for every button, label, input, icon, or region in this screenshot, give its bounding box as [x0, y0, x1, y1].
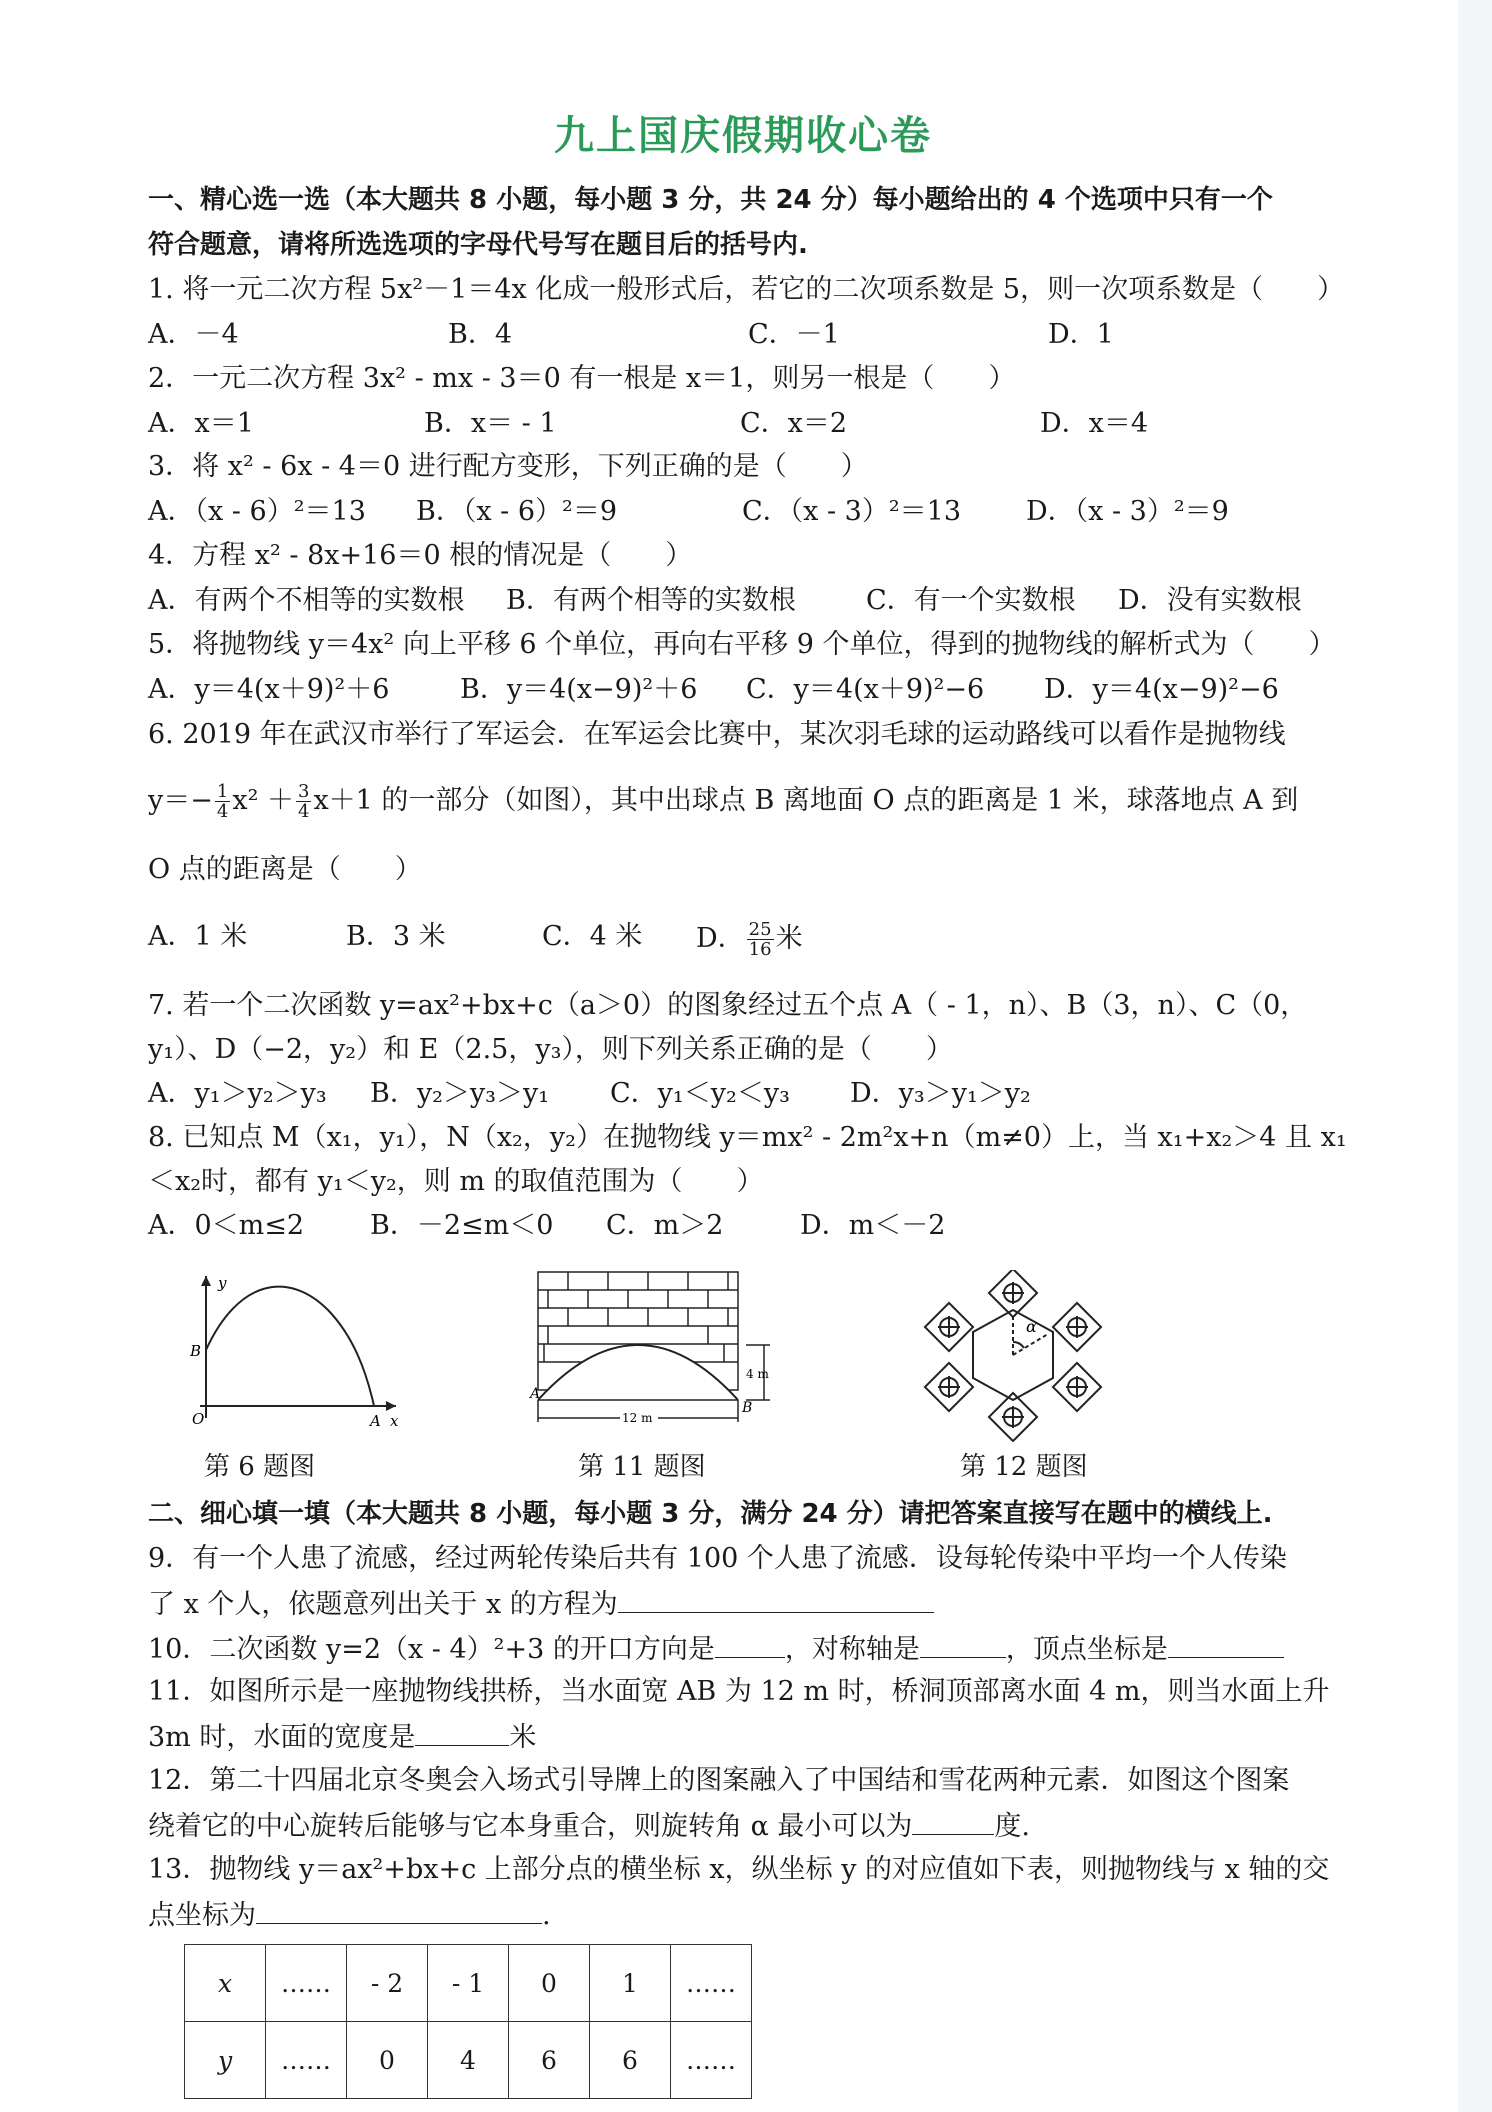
q10-line	[148, 1631, 1284, 1667]
q8-option-b: B．－2≤m＜0	[370, 1210, 554, 1241]
fig6-caption: 第 6 题图	[204, 1452, 316, 1482]
q6-option-d-num: 25	[748, 919, 772, 940]
q3-option-d: D．（x - 3）²＝9	[1026, 496, 1229, 527]
q6-option-b: B．3 米	[346, 921, 446, 952]
q12-unit: 度.	[994, 1811, 1030, 1842]
fig11-label-a: A	[530, 1386, 541, 1402]
q1-option-a: A．－4	[148, 319, 239, 350]
q4-option-d: D．没有实数根	[1118, 585, 1302, 616]
table-cell: ……	[266, 1945, 347, 2022]
q2-option-d: D．x＝4	[1040, 408, 1149, 439]
table-row-y	[185, 2022, 752, 2099]
q12-line2	[148, 1808, 1030, 1844]
table-cell: ……	[671, 2022, 752, 2099]
q10-blank-axis[interactable]	[920, 1631, 1006, 1658]
table-cell: 1	[590, 1945, 671, 2022]
table-cell: 6	[509, 2022, 590, 2099]
q9-answer-blank[interactable]	[618, 1586, 934, 1613]
q6-fraction-2-num: 3	[297, 781, 310, 802]
q8-option-c: C．m＞2	[606, 1210, 724, 1241]
q6-options	[148, 920, 803, 959]
q6-formula-mid2: x＋1 的一部分（如图），其中出球点 B 离地面 O 点的距离是 1 米，球落地点 A 到	[313, 785, 1299, 816]
fig6-label-y: y	[218, 1274, 227, 1292]
table-cell: 0	[347, 2022, 428, 2099]
q7-options	[148, 1077, 1031, 1111]
q10-text-a: 10．二次函数 y=2（x - 4）²+3 的开口方向是	[148, 1634, 715, 1665]
q1-options	[148, 318, 1114, 352]
q3-option-b: B．（x - 6）²＝9	[416, 496, 618, 527]
q10-text-c: ，顶点坐标是	[1005, 1634, 1168, 1665]
q3-text: 3．将 x² - 6x - 4＝0 进行配方变形，下列正确的是（ ）	[148, 451, 868, 482]
table-cell: 4	[428, 2022, 509, 2099]
q6-line2	[148, 782, 1298, 821]
q4-option-b: B．有两个相等的实数根	[506, 585, 796, 616]
table-cell: ……	[671, 1945, 752, 2022]
q1-option-d: D．1	[1048, 319, 1114, 350]
figure-q6-parabola	[178, 1270, 408, 1430]
q6-option-d-label: D．	[696, 923, 745, 954]
table-row-x	[185, 1945, 752, 2022]
fig11-label-height: 4 m	[746, 1367, 769, 1381]
q5-option-b: B．y＝4(x−9)²＋6	[460, 674, 698, 705]
q11-line2	[148, 1719, 536, 1755]
fig6-label-x: x	[390, 1412, 399, 1430]
q10-blank-vertex[interactable]	[1168, 1631, 1284, 1658]
q4-text: 4．方程 x² - 8x+16＝0 根的情况是（ ）	[148, 540, 693, 571]
q4-option-a: A．有两个不相等的实数根	[148, 585, 465, 616]
table-cell: 0	[509, 1945, 590, 2022]
q4-options	[148, 584, 1302, 618]
q11-answer-blank[interactable]	[415, 1719, 509, 1746]
q6-fraction-2	[296, 782, 311, 821]
q6-fraction-1-den: 4	[216, 801, 229, 822]
figure-q11-bridge	[520, 1270, 780, 1442]
q6-option-a: A．1 米	[148, 921, 248, 952]
q3-option-c: C．（x - 3）²＝13	[742, 496, 962, 527]
q7-line1: 7. 若一个二次函数 y=ax²+bx+c（a＞0）的图象经过五个点 A（ - 1，n）、B（3，n）、C（0，	[148, 990, 1308, 1021]
q6-option-d-unit: 米	[775, 923, 803, 954]
q13-line1: 13．抛物线 y＝ax²+bx+c 上部分点的横坐标 x，纵坐标 y 的对应值如下表，则抛物线与 x 轴的交	[148, 1854, 1330, 1885]
q12-answer-blank[interactable]	[912, 1808, 994, 1835]
q2-options	[148, 407, 1148, 441]
q5-option-a: A．y＝4(x＋9)²＋6	[148, 674, 390, 705]
fig6-label-o: O	[192, 1410, 205, 1428]
q8-option-d: D．m＜－2	[800, 1210, 946, 1241]
q6-line1: 6. 2019 年在武汉市举行了军运会．在军运会比赛中，某次羽毛球的运动路线可以看作是抛物线	[148, 719, 1286, 750]
q6-option-d-den: 16	[748, 939, 772, 960]
q10-blank-direction[interactable]	[715, 1631, 785, 1658]
q2-text: 2．一元二次方程 3x² - mx - 3＝0 有一根是 x＝1，则另一根是（ ）	[148, 363, 1016, 394]
q2-option-c: C．x＝2	[740, 408, 848, 439]
table-cell: x	[185, 1945, 266, 2022]
q3-option-a: A．（x - 6）²＝13	[148, 496, 366, 527]
q4-option-c: C．有一个实数根	[866, 585, 1076, 616]
q6-fraction-1-num: 1	[216, 781, 229, 802]
q13-line2-text: 点坐标为	[148, 1900, 256, 1931]
q6-option-d	[696, 920, 803, 959]
q6-formula-pre: y＝−	[148, 785, 213, 816]
q7-option-c: C．y₁＜y₂＜y₃	[610, 1078, 790, 1109]
q8-line2: ＜x₂时，都有 y₁＜y₂，则 m 的取值范围为（ ）	[148, 1166, 764, 1197]
q13-period: .	[542, 1900, 551, 1931]
q11-unit: 米	[509, 1722, 537, 1753]
q2-option-a: A．x＝1	[148, 408, 254, 439]
q8-options	[148, 1209, 945, 1243]
fig11-label-width: 12 m	[622, 1411, 653, 1425]
q5-options	[148, 673, 1279, 707]
fig11-caption: 第 11 题图	[578, 1452, 706, 1482]
section1-heading-line2: 符合题意，请将所选选项的字母代号写在题目后的括号内.	[148, 230, 808, 260]
q6-option-d-fraction	[747, 920, 774, 959]
fig12-label-alpha: α	[1026, 1317, 1037, 1336]
q1-option-c: C．－1	[748, 319, 840, 350]
q2-option-b: B．x＝ - 1	[424, 408, 557, 439]
section1-heading-line1: 一、精心选一选（本大题共 8 小题，每小题 3 分，共 24 分）每小题给出的 4 个选项中只有一个	[148, 185, 1273, 215]
q5-option-d: D．y＝4(x−9)²−6	[1044, 674, 1279, 705]
table-cell: - 2	[347, 1945, 428, 2022]
fig12-caption: 第 12 题图	[960, 1452, 1088, 1482]
q6-line3: O 点的距离是（ ）	[148, 854, 422, 885]
q13-value-table	[184, 1944, 752, 2099]
q8-line1: 8. 已知点 M（x₁，y₁），N（x₂，y₂）在抛物线 y＝mx² - 2m²x+n（m≠0）上，当 x₁+x₂＞4 且 x₁	[148, 1122, 1347, 1153]
q3-options	[148, 495, 1229, 529]
q1-option-b: B．4	[448, 319, 513, 350]
q5-option-c: C．y＝4(x＋9)²−6	[746, 674, 985, 705]
fig11-label-b: B	[742, 1400, 753, 1416]
q9-line2-text: 了 x 个人，依题意列出关于 x 的方程为	[148, 1589, 618, 1620]
q11-line1: 11．如图所示是一座抛物线拱桥，当水面宽 AB 为 12 m 时，桥洞顶部离水面 4 m，则当水面上升	[148, 1676, 1330, 1707]
q6-option-c: C．4 米	[542, 921, 643, 952]
q5-text: 5．将抛物线 y＝4x² 向上平移 6 个单位，再向右平移 9 个单位，得到的抛物线的解析式为（ ）	[148, 629, 1336, 660]
table-cell: 6	[590, 2022, 671, 2099]
page-title: 九上国庆假期收心卷	[554, 113, 932, 159]
table-cell: y	[185, 2022, 266, 2099]
fig6-label-a: A	[370, 1412, 381, 1430]
q7-option-a: A．y₁＞y₂＞y₃	[148, 1078, 327, 1109]
table-cell: - 1	[428, 1945, 509, 2022]
figure-q12-knot-snowflake	[908, 1270, 1118, 1442]
q6-formula-mid1: x² ＋	[232, 785, 294, 816]
q11-line2-text: 3m 时，水面的宽度是	[148, 1722, 416, 1753]
q13-line2	[148, 1897, 551, 1933]
q6-fraction-2-den: 4	[297, 801, 310, 822]
q7-line2: y₁）、D（−2，y₂）和 E（2.5，y₃），则下列关系正确的是（ ）	[148, 1034, 953, 1065]
figures-row	[148, 1270, 1338, 1482]
q9-line1: 9．有一个人患了流感，经过两轮传染后共有 100 个人患了流感．设每轮传染中平均一个人传染	[148, 1543, 1287, 1574]
q8-option-a: A．0＜m≤2	[148, 1210, 305, 1241]
q9-line2	[148, 1586, 934, 1622]
page-edge	[1458, 0, 1492, 2112]
q12-line2-text: 绕着它的中心旋转后能够与它本身重合，则旋转角 α 最小可以为	[148, 1811, 913, 1842]
q13-answer-blank[interactable]	[256, 1897, 542, 1924]
fig6-label-b: B	[190, 1342, 202, 1360]
q12-line1: 12．第二十四届北京冬奥会入场式引导牌上的图案融入了中国结和雪花两种元素．如图这个图案	[148, 1765, 1290, 1796]
q1-text: 1. 将一元二次方程 5x²－1＝4x 化成一般形式后，若它的二次项系数是 5，则一次项系数是（ ）	[148, 274, 1345, 305]
q6-fraction-1	[215, 782, 230, 821]
table-cell: ……	[266, 2022, 347, 2099]
q7-option-d: D．y₃＞y₁＞y₂	[850, 1078, 1031, 1109]
q7-option-b: B．y₂＞y₃＞y₁	[370, 1078, 550, 1109]
q10-text-b: ，对称轴是	[784, 1634, 920, 1665]
section2-heading: 二、细心填一填（本大题共 8 小题，每小题 3 分，满分 24 分）请把答案直接写在题中的横线上.	[148, 1499, 1273, 1529]
